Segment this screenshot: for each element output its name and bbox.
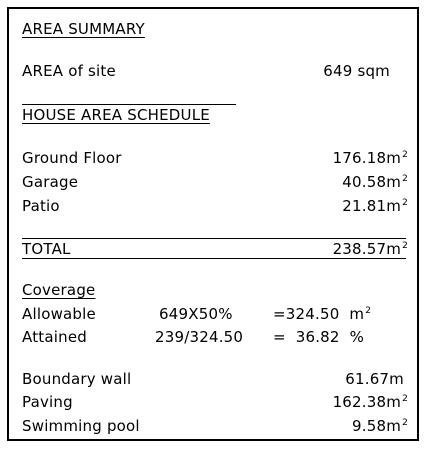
- attained-result: = 36.82 %: [273, 328, 365, 346]
- coverage-heading: Coverage: [22, 281, 96, 299]
- boundary-wall-label: Boundary wall: [22, 370, 132, 388]
- swimming-pool-value: $9.58m^2$: [352, 417, 408, 435]
- patio-value: $21.81m^2$: [342, 197, 408, 215]
- ground-floor-value: $176.18m^2$: [332, 149, 408, 167]
- garage-value: $40.58m^2$: [342, 173, 408, 191]
- allowable-label: Allowable: [22, 305, 96, 323]
- paving-value: $162.38m^2$: [332, 393, 408, 411]
- garage-label: Garage: [22, 173, 79, 191]
- area-summary-heading: AREA SUMMARY: [22, 20, 145, 38]
- site-area-label: AREA of site: [22, 62, 116, 80]
- allowable-calc: 649X50%: [159, 305, 233, 323]
- paving-label: Paving: [22, 393, 73, 411]
- allowable-result: =324.50 $m^2$: [273, 305, 372, 323]
- total-overline: [22, 238, 406, 239]
- patio-label: Patio: [22, 197, 60, 215]
- schedule-heading-overline: [22, 104, 236, 105]
- attained-calc: 239/324.50: [155, 328, 244, 346]
- total-underline: [22, 258, 406, 259]
- total-value: $238.57m^2$: [332, 240, 408, 258]
- total-label: TOTAL: [22, 240, 71, 258]
- swimming-pool-label: Swimming pool: [22, 417, 140, 435]
- boundary-wall-value: 61.67m: [345, 370, 404, 388]
- attained-label: Attained: [22, 328, 87, 346]
- site-area-value: 649 sqm: [323, 62, 390, 80]
- ground-floor-label: Ground Floor: [22, 149, 122, 167]
- schedule-heading: HOUSE AREA SCHEDULE: [22, 106, 210, 124]
